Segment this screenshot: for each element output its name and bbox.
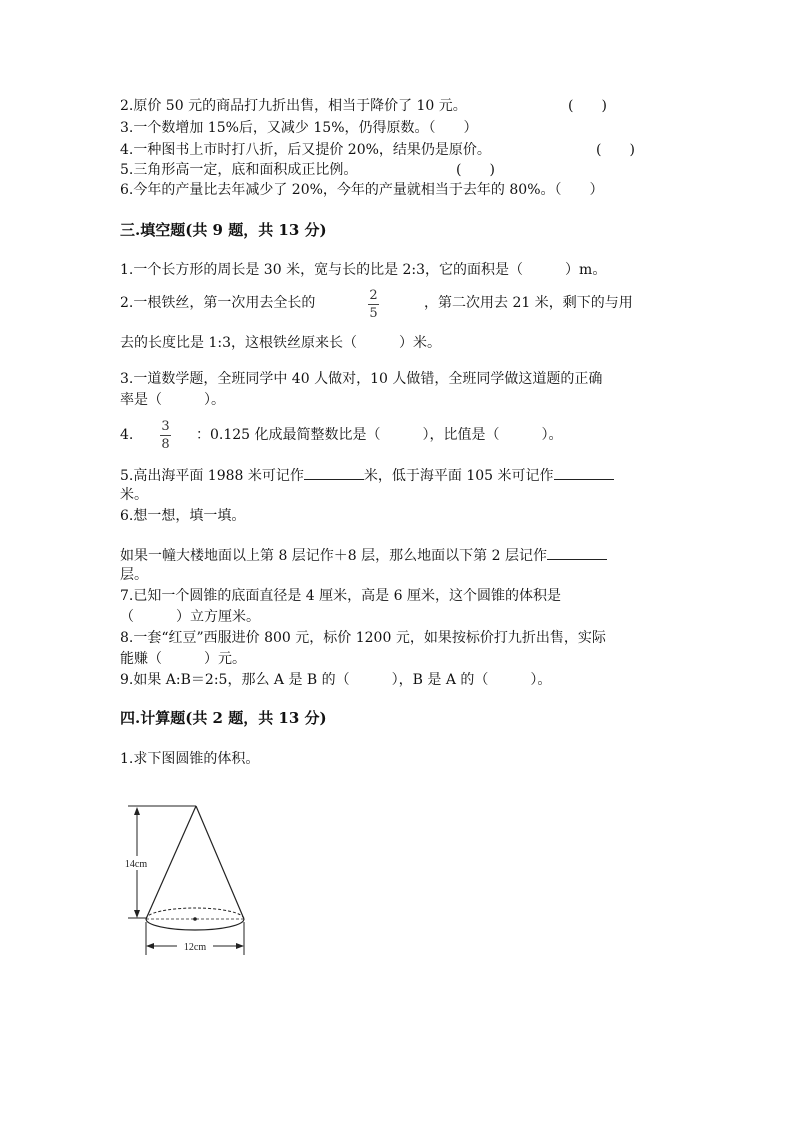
fill-q6-part-c: 层。 [120,567,148,583]
section3-title: 三.填空题(共 9 题，共 13 分) [120,221,327,239]
fraction-denominator: 8 [161,437,170,452]
fill-q1: 1.一个长方形的周长是 30 米，宽与长的比是 2:3，它的面积是（ ）m。 [120,262,607,278]
fill-q6-line [120,545,607,566]
answer-blank[interactable] [547,545,607,560]
diameter-label: 12cm [183,942,207,953]
calc-q1: 1.求下图圆锥的体积。 [120,751,260,767]
section4-title: 四.计算题(共 2 题，共 13 分) [120,709,327,727]
fill-q2-part-c: 去的长度比是 1:3，这根铁丝原来长（ ）米。 [120,335,441,351]
fill-q5-part-a: 5.高出海平面 1988 米可记作 [120,468,304,484]
fill-q4-label: 4. [120,427,134,443]
answer-blank[interactable] [554,465,614,480]
cone-right-side [196,806,244,919]
fill-q7-part-b: （ ）立方厘米。 [120,609,260,625]
fraction-two-fifths [368,288,379,321]
fill-q5-part-c: 米。 [120,487,148,503]
fill-q7-part-a: 7.已知一个圆锥的底面直径是 4 厘米，高是 6 厘米，这个圆锥的体积是 [120,588,561,604]
judge-q4-answer[interactable]: ( ) [596,142,635,158]
fraction-three-eighths [160,419,171,452]
fraction-numerator: 2 [369,288,378,303]
fill-q6-part-b: 如果一幢大楼地面以上第 8 层记作＋8 层，那么地面以下第 2 层记作 [120,548,547,564]
fill-q2-part-b: ，第二次用去 21 米，剩下的与用 [424,295,633,311]
judge-q5-answer[interactable]: ( ) [456,162,495,178]
diameter-arrow-left [146,943,154,949]
height-label: 14cm [124,859,148,870]
base-center-dot [193,917,197,921]
diameter-arrow-right [236,943,244,949]
fill-q9: 9.如果 A:B＝2:5，那么 A 是 B 的（ ），B 是 A 的（ ）。 [120,672,552,688]
fraction-numerator: 3 [161,419,170,434]
fill-q6-title: 6.想一想，填一填。 [120,508,246,524]
cone-figure [110,798,260,963]
height-arrow-bottom [134,910,140,918]
fill-q4-text: ：0.125 化成最简整数比是（ ），比值是（ ）。 [196,427,563,443]
fill-q3-part-a: 3.一道数学题，全班同学中 40 人做对，10 人做错，全班同学做这道题的正确 [120,371,603,387]
fraction-denominator: 5 [369,306,378,321]
fraction-bar [368,304,379,305]
fill-q5-part-b: 米，低于海平面 105 米可记作 [363,468,554,484]
judge-q5: 5.三角形高一定，底和面积成正比例。 [120,162,358,178]
judge-q2 [120,96,467,116]
judge-q2-answer[interactable]: ( ) [568,98,607,114]
fill-q2-part-a: 2.一根铁丝，第一次用去全长的 [120,295,316,311]
judge-q3: 3.一个数增加 15%后，又减少 15%，仍得原数。（ ） [120,120,478,136]
judge-q6: 6.今年的产量比去年减少了 20%，今年的产量就相当于去年的 80%。（ ） [120,182,604,198]
height-arrow-top [134,807,140,815]
answer-blank[interactable] [304,465,364,480]
fill-q3-part-b: 率是（ ）。 [120,392,225,408]
judge-q2-text: 2.原价 50 元的商品打九折出售，相当于降价了 10 元。 [120,98,467,114]
fraction-bar [160,435,171,436]
judge-q4: 4.一种图书上市时打八折，后又提价 20%，结果仍是原价。 [120,142,491,158]
fill-q8-part-b: 能赚（ ）元。 [120,651,246,667]
fill-q5-line1 [120,465,614,486]
fill-q8-part-a: 8.一套“红豆”西服进价 800 元，标价 1200 元，如果按标价打九折出售，实际 [120,630,606,646]
